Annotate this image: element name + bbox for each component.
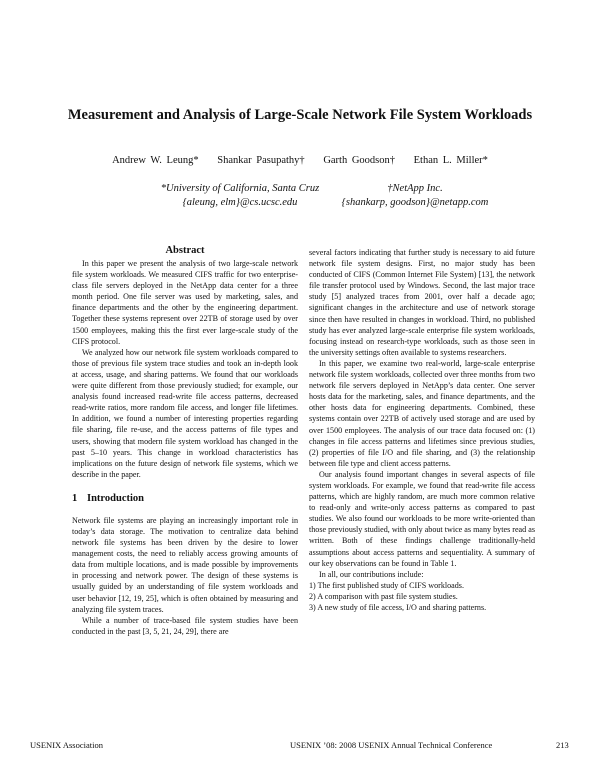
abstract-heading: Abstract: [165, 245, 205, 256]
affiliation-email: {shankarp, goodson}@netapp.com: [341, 197, 489, 208]
body-paragraph: In this paper, we examine two real-world, large-scale enterprise network file system workloads, collected over three months from two network file servers deployed in NetApp’s data center. One server hosts data for the marketing, sales, and finance departments, and the other hosts data for engineering departments. Combined, these systems contain over 22TB of actively used storage and are used by over 1500 employees. The analysis of our trace data focused on: (1) changes in file access patterns and lifetimes since previous studies, (2) properties of file I/O and file sharing, and (3) the relationship between file type and client access patterns.: [309, 358, 535, 468]
left-column: [72, 244, 298, 637]
affiliation-institution: *University of California, Santa Cruz: [160, 183, 320, 194]
list-item: 3) A new study of file access, I/O and sharing patterns.: [309, 603, 487, 612]
page-number: 213: [556, 740, 569, 750]
list-item: 1) The first published study of CIFS workloads.: [309, 580, 464, 590]
body-paragraph: several factors indicating that further study is necessary to aid future network file system designs. First, no major study has been conducted of CIFS (Common Internet File System) [13], the network file transfer protocol used by Windows. Second, the last major trace study [5] analyzed traces from 2001, over half a decade ago; significant changes in the architecture and use of network storage since then have resulted in changes in workload. Third, no published study has ever analyzed large-scale enterprise file system workloads, focusing instead on research-type workloads, such as those seen in the university settings often available to systems researchers.: [309, 248, 535, 357]
body-paragraph: While a number of trace-based file system studies have been conducted in the past [3, 5, 21, 24, 29], there are: [72, 615, 298, 636]
author-name: Ethan L. Miller*: [413, 155, 488, 166]
body-paragraph: In all, our contributions include:: [319, 569, 424, 579]
section-title: Introduction: [87, 492, 144, 504]
right-column: [309, 247, 535, 613]
author-name: Garth Goodson†: [323, 155, 396, 166]
author-name: Andrew W. Leung*: [112, 155, 199, 166]
author-list: [40, 154, 560, 168]
contributions-list: [309, 580, 535, 613]
abstract-paragraph: In this paper we present the analysis of two large-scale network file system workloads. We measured CIFS traffic for two enterprise-class file servers deployed in the NetApp data center for a three month period. One file server was used by marketing, sales, and finance departments and the other by the engineering department. Together these systems represent over 22TB of storage used by over 1500 employees, making this the first ever large-scale study of the CIFS protocol.: [72, 259, 298, 346]
paper-title: Measurement and Analysis of Large-Scale Network File System Workloads: [67, 107, 533, 123]
section-heading-introduction: [72, 492, 298, 505]
affiliation-institution: †NetApp Inc.: [387, 183, 443, 194]
footer-conference: USENIX ’08: 2008 USENIX Annual Technical Conference: [290, 740, 493, 750]
body-paragraph: Our analysis found important changes in several aspects of file system workloads. For example, we found that read-write file access patterns, which are highly random, are much more common relative to read-only and write-only access patterns as compared to past studies. We also found our workloads to be more write-oriented than those previously studied, with only about twice as many bytes read as written. Both of these findings challenge traditionally-held assumptions about access patterns and sequentiality. A summary of our key observations can be found in Table 1.: [309, 469, 535, 568]
section-number: 1: [72, 492, 78, 504]
author-name: Shankar Pasupathy†: [217, 155, 305, 166]
footer-publisher: USENIX Association: [30, 740, 103, 750]
abstract-paragraph: We analyzed how our network file system workloads compared to those of previous file system trace studies and took an in-depth look at access, usage, and sharing patterns. We found that our workloads were quite different from those previously studied; for example, our analysis found increased read-write file access patterns, decreased read-write ratios, more random file access, and longer file lifetimes. In addition, we found a number of interesting properties regarding file sharing, file re-use, and the access patterns of file types and users, showing that modern file system workload has changed in the past 5–10 years. This change in workload characteristics has implications on the future design of network file systems, which we describe in the paper.: [72, 347, 298, 479]
affiliation-netapp: [310, 182, 520, 210]
body-paragraph: Network file systems are playing an increasingly important role in today’s data storage. The motivation to centralize data behind network file systems has been driven by the desire to lower management costs, the need to reliably access growing amounts of data from multiple locations, and is made possible by improvements in processing and network power. The design of these systems is usually guided by an understanding of file system workloads and user behavior [12, 19, 25], which is often obtained by measuring and analyzing file system traces.: [72, 515, 298, 614]
affiliation-email: {aleung, elm}@cs.ucsc.edu: [182, 197, 298, 208]
list-item: 2) A comparison with past file system studies.: [309, 591, 458, 601]
